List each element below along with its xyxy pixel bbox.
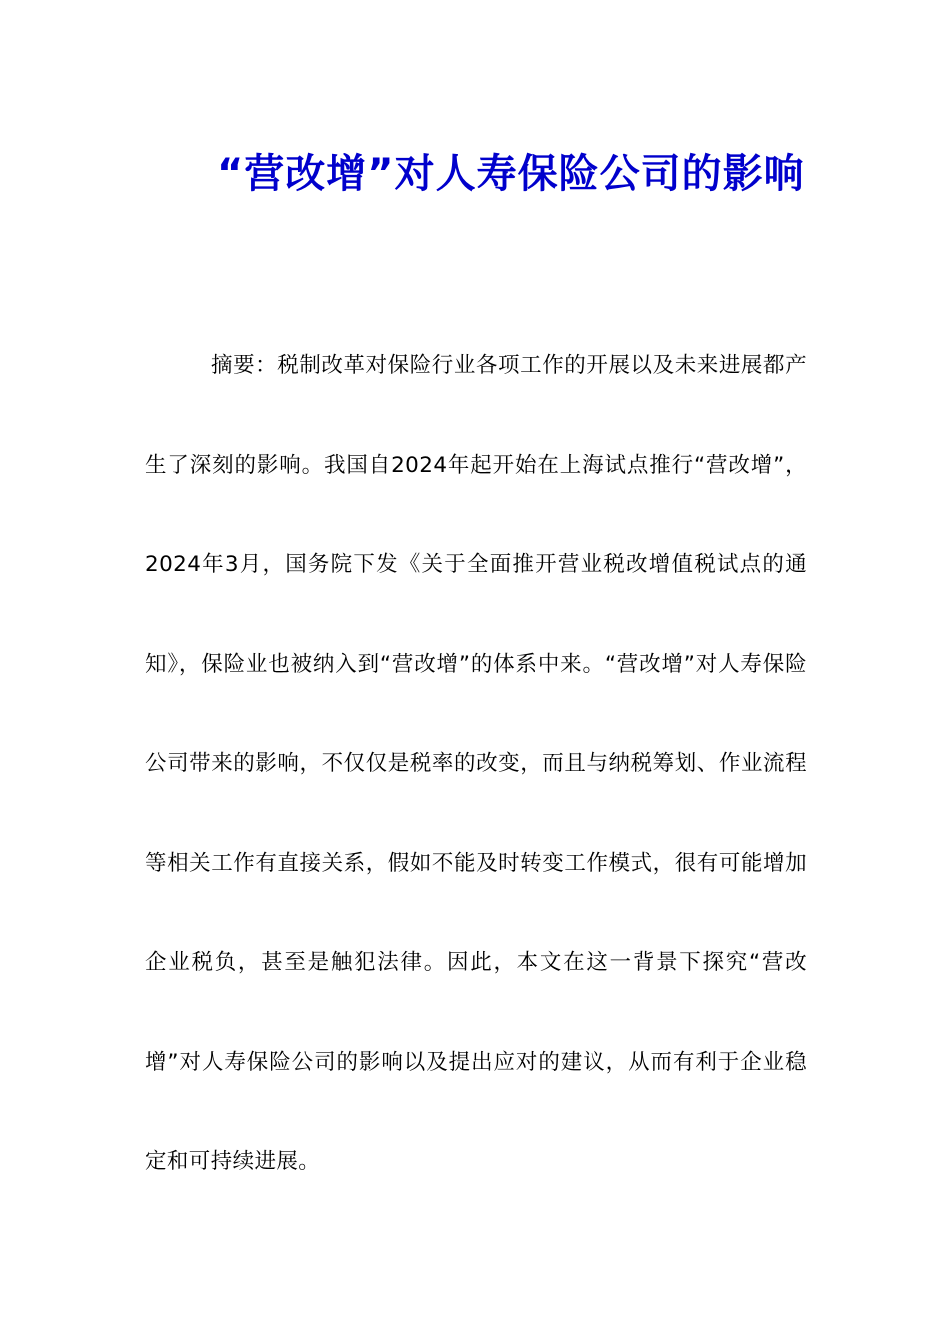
abstract-paragraph: 摘要：税制改革对保险行业各项工作的开展以及未来进展都产生了深刻的影响。我国自2024年起开始在上海试点推行“营改增”，2024年3月，国务院下发《关于全面推开营业税改增值税试点的通知》，保险业也被纳入到“营改增”的体系中来。“营改增”对人寿保险公司带来的影响，不仅仅是税率的改变，而且与纳税筹划、作业流程等相关工作有直接关系，假如不能及时转变工作模式，很有可能增加企业税负，甚至是触犯法律。因此，本文在这一背景下探究“营改增”对人寿保险公司的影响以及提出应对的建议，从而有利于企业稳定和可持续进展。 <box>145 353 807 1174</box>
document-title: “营改增”对人寿保险公司的影响 <box>217 151 805 197</box>
